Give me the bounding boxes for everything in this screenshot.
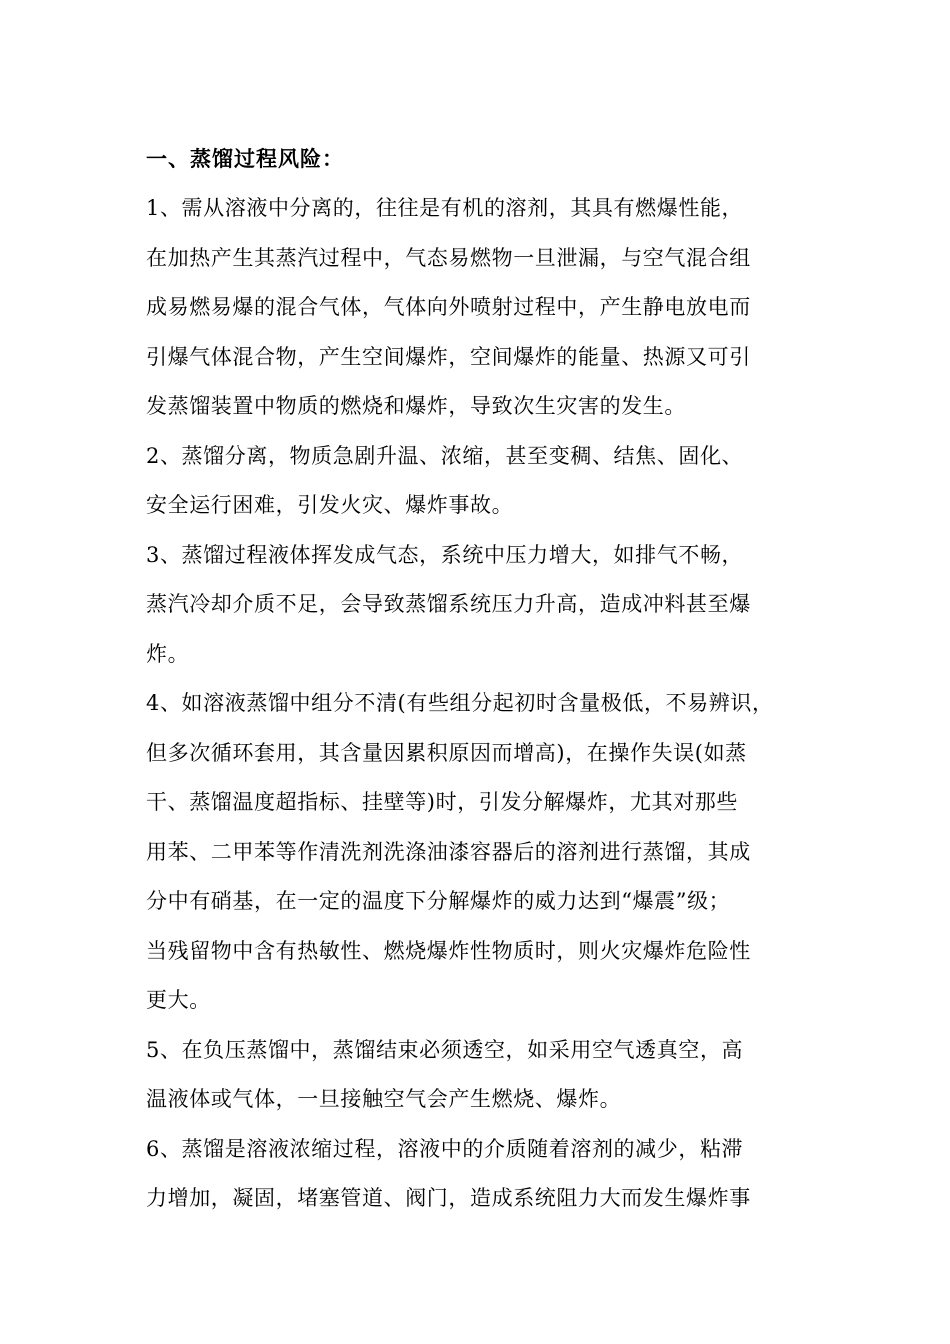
document-body: [146, 134, 826, 1224]
text-line: 用苯、二甲苯等作清洗剂洗涤油漆容器后的溶剂进行蒸馏，其成: [146, 839, 751, 864]
text-line: 3、蒸馏过程液体挥发成气态，系统中压力增大，如排气不畅，: [146, 542, 744, 567]
paragraph-5: [146, 1026, 826, 1125]
text-line: 发蒸馏装置中物质的燃烧和爆炸，导致次生灾害的发生。: [146, 394, 686, 418]
text-line: 炸。: [146, 641, 190, 666]
paragraph-2: [146, 432, 826, 531]
text-line: 更大。: [146, 988, 211, 1012]
text-line: 4、如溶液蒸馏中组分不清(有些组分起初时含量极低，不易辨识，: [146, 691, 774, 715]
text-line: 引爆气体混合物，产生空间爆炸，空间爆炸的能量、热源又可引: [146, 344, 751, 369]
text-line: 力增加，凝固，堵塞管道、阀门，造成系统阻力大而发生爆炸事: [146, 1186, 751, 1210]
paragraph-3: [146, 531, 826, 680]
text-line: 5、在负压蒸馏中，蒸馏结束必须透空，如采用空气透真空，高: [146, 1037, 744, 1062]
section-heading: 一、蒸馏过程风险：: [146, 147, 344, 171]
text-line: 成易燃易爆的混合气体，气体向外喷射过程中，产生静电放电而: [146, 295, 751, 319]
text-line: 蒸汽冷却介质不足，会导致蒸馏系统压力升高，造成冲料甚至爆: [146, 592, 751, 616]
text-line: 当残留物中含有热敏性、燃烧爆炸性物质时，则火灾爆炸危险性: [146, 938, 751, 963]
text-line: 温液体或气体，一旦接触空气会产生燃烧、爆炸。: [146, 1087, 622, 1111]
text-line: 干、蒸馏温度超指标、挂壁等)时，引发分解爆炸，尤其对那些: [146, 790, 738, 814]
text-line: 2、蒸馏分离，物质急剧升温、浓缩，甚至变稠、结焦、固化、: [146, 443, 744, 468]
text-line: 分中有硝基，在一定的温度下分解爆炸的威力达到“爆震”级；: [146, 889, 731, 913]
text-line: 1、需从溶液中分离的，往往是有机的溶剂，其具有燃爆性能，: [146, 196, 744, 220]
paragraph-1: [146, 184, 826, 432]
text-line: 6、蒸馏是溶液浓缩过程，溶液中的介质随着溶剂的减少，粘滞: [146, 1136, 744, 1161]
text-line: 在加热产生其蒸汽过程中，气态易燃物一旦泄漏，与空气混合组: [146, 245, 751, 270]
paragraph-4: [146, 679, 826, 1026]
text-line: 安全运行困难，引发火灾、爆炸事故。: [146, 493, 514, 517]
text-line: 但多次循环套用，其含量因累积原因而增高)，在操作失误(如蒸: [146, 740, 747, 765]
paragraph-6: [146, 1125, 826, 1224]
